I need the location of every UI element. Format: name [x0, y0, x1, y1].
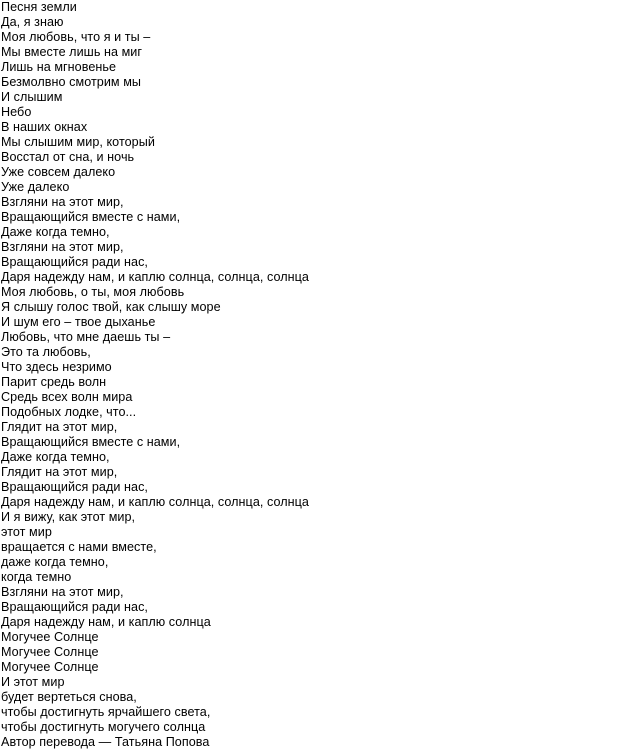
lyric-line: Мы вместе лишь на миг — [1, 45, 143, 59]
lyric-line: Взгляни на этот мир, — [1, 585, 124, 599]
lyric-line: даже когда темно, — [1, 555, 109, 569]
lyric-line: Даря надежду нам, и каплю солнца, солнца, солнца — [1, 495, 309, 509]
lyric-line: Глядит на этот мир, — [1, 420, 118, 434]
lyric-line: Восстал от сна, и ночь — [1, 150, 135, 164]
lyric-line: этот мир — [1, 525, 52, 539]
lyric-line: Лишь на мгновенье — [1, 60, 117, 74]
lyric-line: И я вижу, как этот мир, — [1, 510, 136, 524]
lyric-line: Небо — [1, 105, 32, 119]
lyric-line: Мы слышим мир, который — [1, 135, 155, 149]
lyric-line: И этот мир — [1, 675, 65, 689]
lyric-line: Вращающийся ради нас, — [1, 480, 148, 494]
lyric-line: Даря надежду нам, и каплю солнца — [1, 615, 211, 629]
lyric-line: Могучее Солнце — [1, 630, 99, 644]
lyric-line: Взгляни на этот мир, — [1, 240, 124, 254]
lyric-line: Могучее Солнце — [1, 660, 99, 674]
lyric-line: Вращающийся вместе с нами, — [1, 210, 181, 224]
lyric-line: Вращающийся вместе с нами, — [1, 435, 181, 449]
lyric-line: Я слышу голос твой, как слышу море — [1, 300, 221, 314]
lyric-line: Даже когда темно, — [1, 225, 110, 239]
lyric-line: Парит средь волн — [1, 375, 107, 389]
lyric-line: И шум его – твое дыханье — [1, 315, 156, 329]
lyric-line: Даря надежду нам, и каплю солнца, солнца, солнца — [1, 270, 309, 284]
lyric-line: Вращающийся ради нас, — [1, 600, 148, 614]
lyric-line: Даже когда темно, — [1, 450, 110, 464]
translation-credit: Автор перевода — Татьяна Попова — [1, 735, 210, 749]
lyric-line: Что здесь незримо — [1, 360, 112, 374]
lyric-line: Безмолвно смотрим мы — [1, 75, 142, 89]
lyric-line: Да, я знаю — [1, 15, 64, 29]
lyric-line: когда темно — [1, 570, 72, 584]
lyric-line: В наших окнах — [1, 120, 88, 134]
lyric-line: Могучее Солнце — [1, 645, 99, 659]
lyric-line: Уже совсем далеко — [1, 165, 116, 179]
lyric-line: Моя любовь, о ты, моя любовь — [1, 285, 185, 299]
lyrics-text — [1, 0, 635, 750]
lyric-line: Любовь, что мне даешь ты – — [1, 330, 171, 344]
lyric-line: Взгляни на этот мир, — [1, 195, 124, 209]
lyric-line: вращается с нами вместе, — [1, 540, 157, 554]
lyric-line: чтобы достигнуть ярчайшего света, — [1, 705, 211, 719]
lyric-line: Вращающийся ради нас, — [1, 255, 148, 269]
lyric-line: Уже далеко — [1, 180, 70, 194]
lyric-line: Подобных лодке, что... — [1, 405, 137, 419]
lyric-line: чтобы достигнуть могучего солнца — [1, 720, 206, 734]
song-title: Песня земли — [1, 0, 77, 14]
lyric-line: будет вертеться снова, — [1, 690, 137, 704]
lyric-line: Глядит на этот мир, — [1, 465, 118, 479]
lyric-line: Это та любовь, — [1, 345, 91, 359]
lyric-line: И слышим — [1, 90, 63, 104]
lyric-line: Средь всех волн мира — [1, 390, 133, 404]
lyric-line: Моя любовь, что я и ты – — [1, 30, 151, 44]
